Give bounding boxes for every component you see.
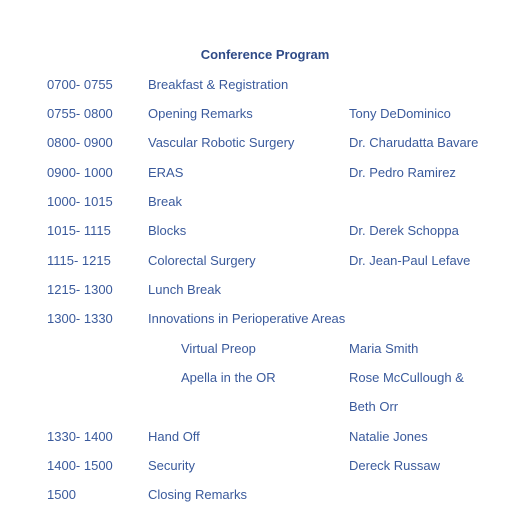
schedule-row xyxy=(0,280,513,300)
schedule-subrow xyxy=(0,397,513,417)
speaker-name: Tony DeDominico xyxy=(349,106,451,121)
session-topic: Vascular Robotic Surgery xyxy=(148,135,295,150)
time-slot: 1400- 1500 xyxy=(47,458,113,473)
session-subtopic: Virtual Preop xyxy=(181,341,256,356)
time-slot: 1500 xyxy=(47,487,76,502)
session-topic: Security xyxy=(148,458,195,473)
session-topic: Break xyxy=(148,194,182,209)
session-topic: Innovations in Perioperative Areas xyxy=(148,311,346,326)
session-topic: Opening Remarks xyxy=(148,106,253,121)
time-slot: 1000- 1015 xyxy=(47,194,113,209)
session-topic: Hand Off xyxy=(148,429,200,444)
time-slot: 0800- 0900 xyxy=(47,135,113,150)
time-slot: 0755- 0800 xyxy=(47,106,113,121)
speaker-name: Rose McCullough & xyxy=(349,370,464,385)
schedule-row xyxy=(0,104,513,124)
speaker-name: Natalie Jones xyxy=(349,429,428,444)
speaker-name: Dereck Russaw xyxy=(349,458,441,473)
speaker-name: Beth Orr xyxy=(349,399,399,414)
time-slot: 1215- 1300 xyxy=(47,282,113,297)
speaker-name: Maria Smith xyxy=(349,341,419,356)
session-topic: Breakfast & Registration xyxy=(148,77,289,92)
session-topic: Blocks xyxy=(148,223,187,238)
schedule-row xyxy=(0,309,513,329)
session-topic: Lunch Break xyxy=(148,282,221,297)
schedule-row xyxy=(0,221,513,241)
schedule-row xyxy=(0,75,513,95)
time-slot: 0900- 1000 xyxy=(47,165,113,180)
page-title: Conference Program xyxy=(200,47,330,62)
time-slot: 1300- 1330 xyxy=(47,311,113,326)
schedule-row xyxy=(0,192,513,212)
speaker-name: Dr. Jean-Paul Lefave xyxy=(349,253,471,268)
schedule-row xyxy=(0,427,513,447)
speaker-name: Dr. Pedro Ramirez xyxy=(349,165,456,180)
session-topic: ERAS xyxy=(148,165,184,180)
session-topic: Colorectal Surgery xyxy=(148,253,256,268)
schedule-row xyxy=(0,251,513,271)
speaker-name: Dr. Charudatta Bavare xyxy=(349,135,479,150)
time-slot: 1330- 1400 xyxy=(47,429,113,444)
session-topic: Closing Remarks xyxy=(148,487,247,502)
schedule-row xyxy=(0,485,513,505)
schedule-row xyxy=(0,456,513,476)
session-subtopic: Apella in the OR xyxy=(181,370,276,385)
time-slot: 1015- 1115 xyxy=(47,223,111,238)
time-slot: 1115- 1215 xyxy=(47,253,111,268)
speaker-name: Dr. Derek Schoppa xyxy=(349,223,459,238)
schedule-row xyxy=(0,163,513,183)
schedule-subrow xyxy=(0,368,513,388)
schedule-row xyxy=(0,133,513,153)
schedule-subrow xyxy=(0,339,513,359)
time-slot: 0700- 0755 xyxy=(47,77,113,92)
